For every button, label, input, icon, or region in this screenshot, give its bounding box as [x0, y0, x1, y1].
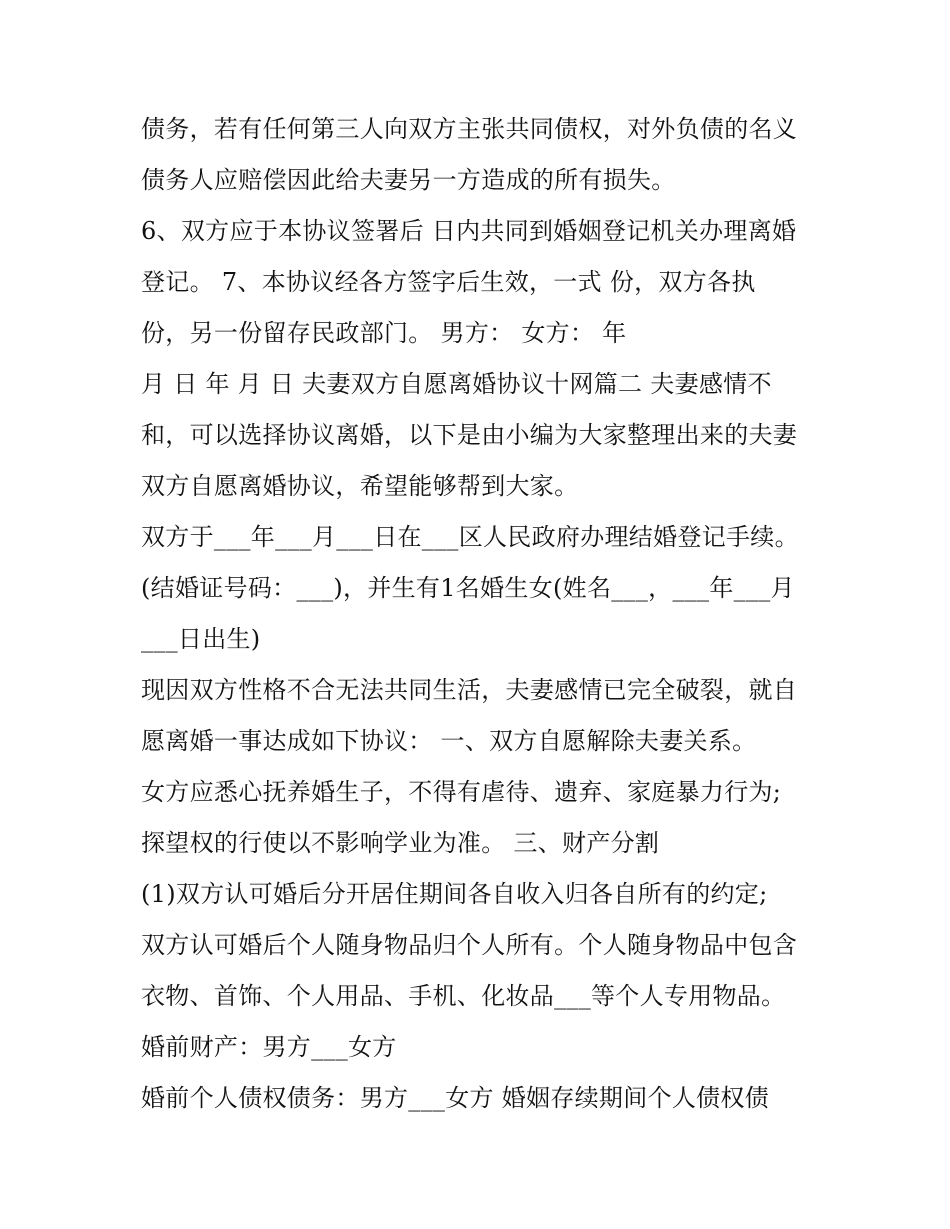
text-line: 月 日 年 月 日 夫妻双方自愿离婚协议十网篇二 夫妻感情不	[141, 370, 772, 398]
text-line: 婚前财产：男方___女方	[141, 1033, 397, 1061]
text-line: (结婚证号码：___)，并生有1名婚生女(姓名___，___年___月	[141, 574, 795, 602]
text-line: 衣物、首饰、个人用品、手机、化妆品___等个人专用物品。	[141, 982, 786, 1010]
text-line: 双方于___年___月___日在___区人民政府办理结婚登记手续。	[141, 523, 799, 551]
text-line: 和，可以选择协议离婚，以下是由小编为大家整理出来的夫妻	[141, 421, 798, 449]
text-line: 双方自愿离婚协议，希望能够帮到大家。	[141, 472, 579, 500]
text-line: 份，另一份留存民政部门。 男方： 女方： 年	[141, 319, 627, 347]
text-line: 债务人应赔偿因此给夫妻另一方造成的所有损失。	[141, 166, 676, 194]
text-line: (1)双方认可婚后分开居住期间各自收入归各自所有的约定;	[141, 880, 768, 908]
text-line: ___日出生)	[141, 625, 261, 653]
text-line: 婚前个人债权债务：男方___女方 婚姻存续期间个人债权债	[141, 1084, 770, 1112]
text-line: 债务，若有任何第三人向双方主张共同债权，对外负债的名义	[141, 115, 798, 143]
text-line: 现因双方性格不合无法共同生活，夫妻感情已完全破裂，就自	[141, 676, 798, 704]
text-line: 探望权的行使以不影响学业为准。 三、财产分割	[141, 829, 660, 857]
text-line: 女方应悉心抚养婚生子，不得有虐待、遗弃、家庭暴力行为;	[141, 778, 782, 806]
text-line: 登记。 7、本协议经各方签字后生效，一式 份，双方各执	[141, 268, 756, 296]
text-line: 双方认可婚后个人随身物品归个人所有。个人随身物品中包含	[141, 931, 798, 959]
text-line: 愿离婚一事达成如下协议： 一、双方自愿解除夫妻关系。	[141, 727, 757, 755]
text-line: 6、双方应于本协议签署后 日内共同到婚姻登记机关办理离婚	[141, 217, 797, 245]
